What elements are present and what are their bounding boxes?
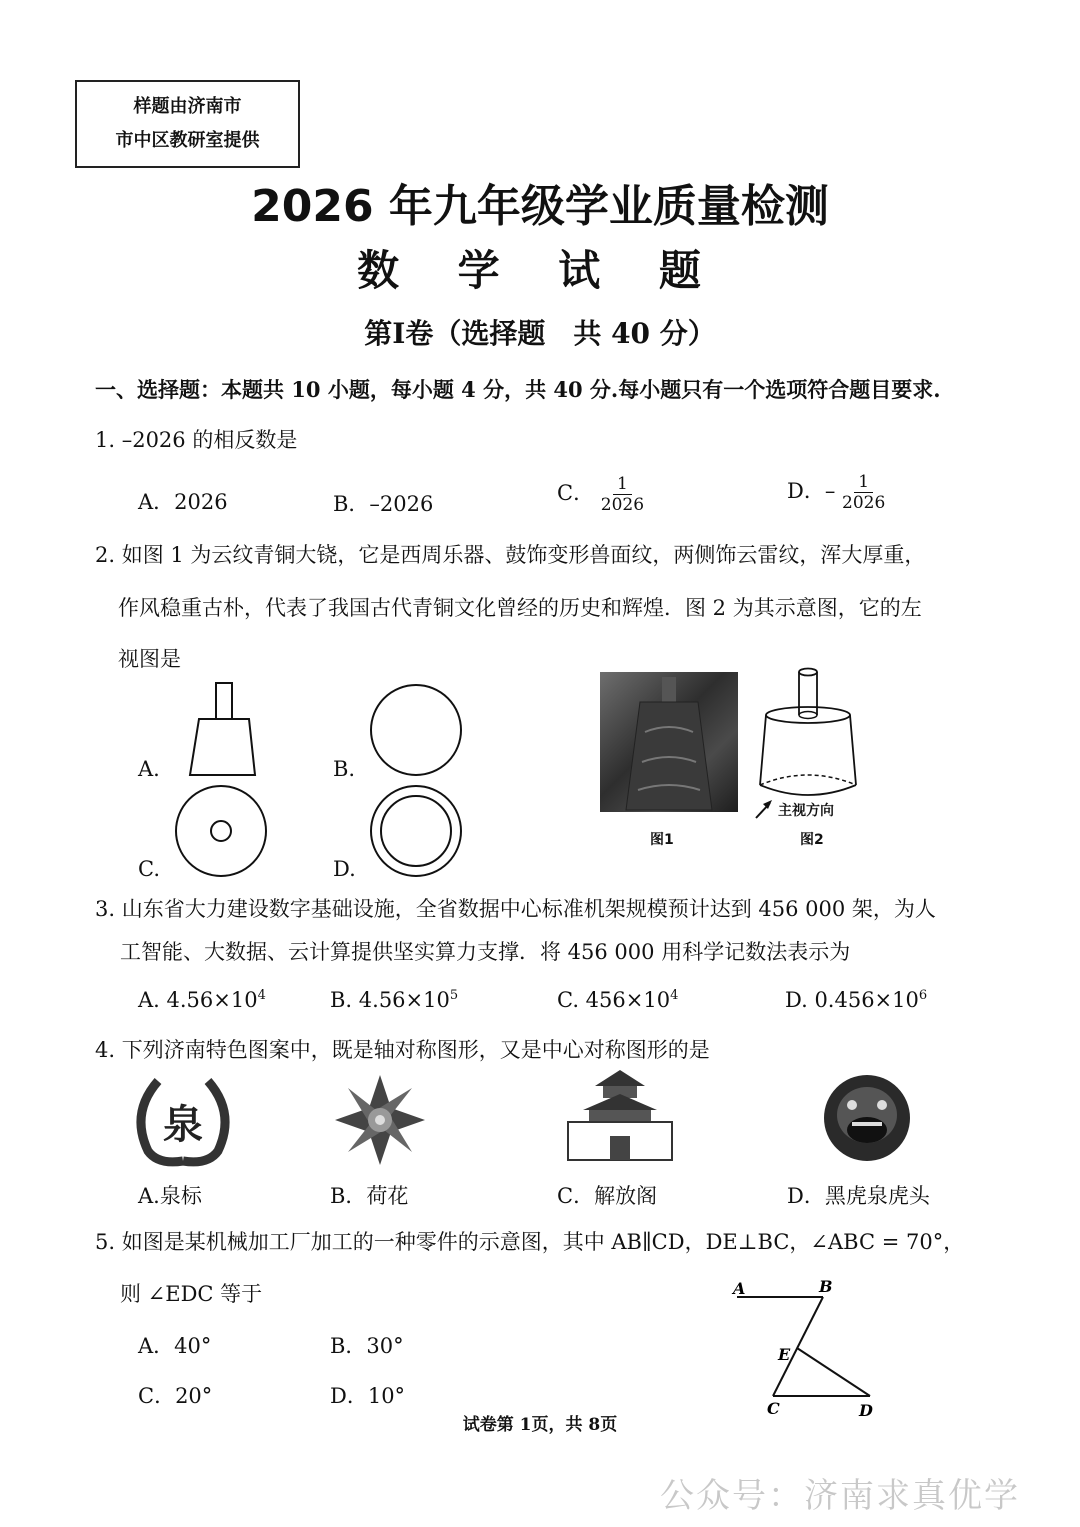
exam-subtitle: 数 学 试 题 [357, 246, 723, 295]
q3-d-base: D. 0.456×10 [785, 988, 919, 1012]
source-line-2: 市中区教研室提供 [115, 130, 260, 151]
q3-line-2: 工智能、大数据、云计算提供坚实算力支撑．将 456 000 用科学记数法表示为 [120, 940, 851, 964]
q1-option-a: A．2026 [138, 490, 228, 514]
q1-d-fraction [842, 472, 885, 513]
q5-option-b: B．30° [330, 1334, 404, 1358]
page-footer: 试卷第 1页，共 8页 [462, 1415, 618, 1435]
q4-option-a: A.泉标 [138, 1184, 202, 1208]
q2-line-1: 2. 如图 1 为云纹青铜大铙，它是西周乐器、鼓饰变形兽面纹，两侧饰云雷纹，浑大厚重， [95, 543, 926, 567]
q4-option-c: C．解放阁 [557, 1184, 658, 1208]
q2-option-a-figure [185, 680, 260, 780]
quan-character: 泉 [163, 1102, 203, 1148]
quanbiao-emblem-image [128, 1073, 238, 1168]
q2-option-b-label: B. [333, 757, 356, 781]
point-e-label: E [778, 1345, 791, 1364]
q3-b-base: B. 4.56×10 [330, 988, 450, 1012]
q5-geometry-figure [725, 1272, 885, 1422]
q3-d-exponent: 6 [918, 988, 928, 1003]
q2-option-b-figure [368, 682, 464, 778]
point-b-label: B [819, 1277, 833, 1296]
watermark: 公众号：济南求真优学 [660, 1476, 1020, 1516]
view-direction-label: 主视方向 [778, 803, 834, 819]
fig2-caption: 图2 [800, 832, 824, 848]
q4-option-b: B．荷花 [330, 1184, 409, 1208]
q2-option-c-figure [173, 783, 269, 879]
q3-option-a [138, 988, 266, 1012]
jiefangge-pavilion-image [565, 1068, 675, 1163]
q3-a-exponent: 4 [257, 988, 266, 1003]
q3-line-1: 3. 山东省大力建设数字基础设施，全省数据中心标准机架规模预计达到 456 000 架，为人 [95, 897, 936, 921]
q1-option-c [557, 474, 644, 515]
point-d-label: D [859, 1401, 873, 1420]
q1-stem: 1. –2026 的相反数是 [95, 428, 298, 452]
q3-option-b [330, 988, 458, 1012]
bell-silhouette [600, 672, 738, 812]
q3-c-base: C. 456×10 [557, 988, 671, 1012]
q3-a-base: A. 4.56×10 [138, 988, 258, 1012]
section-title: 第Ⅰ卷（选择题 共 40 分） [364, 317, 716, 350]
q5-line-2: 则 ∠EDC 等于 [120, 1282, 263, 1306]
q1-c-label: C． [557, 481, 595, 505]
q4-stem: 4. 下列济南特色图案中，既是轴对称图形，又是中心对称图形的是 [95, 1038, 710, 1062]
bronze-bell-photo [600, 672, 738, 812]
exam-title: 2026 年九年级学业质量检测 [251, 181, 829, 232]
q2-option-d-figure [368, 783, 464, 879]
point-a-label: A [733, 1279, 746, 1298]
q2-option-a-label: A. [138, 757, 160, 781]
q1-option-d [787, 472, 885, 513]
q5-line-1: 5. 如图是某机械加工厂加工的一种零件的示意图，其中 AB∥CD，DE⊥BC，∠ABC = 70°， [95, 1230, 965, 1254]
q1-c-denominator: 2026 [600, 495, 645, 515]
point-c-label: C [767, 1399, 780, 1418]
q3-b-exponent: 5 [449, 988, 459, 1003]
q1-d-denominator: 2026 [842, 493, 886, 513]
q2-line-3: 视图是 [118, 647, 181, 671]
q2-line-2: 作风稳重古朴，代表了我国古代青铜文化曾经的历史和辉煌．图 2 为其示意图，它的左 [118, 596, 922, 620]
q1-c-numerator: 1 [613, 474, 632, 495]
q1-c-fraction [601, 474, 644, 515]
q1-d-label: D．– [787, 479, 836, 503]
q5-option-d: D．10° [330, 1384, 406, 1408]
q3-c-exponent: 4 [670, 988, 679, 1003]
instruction: 一、选择题：本题共 10 小题，每小题 4 分，共 40 分.每小题只有一个选项符合题目要求. [95, 377, 941, 402]
fig1-caption: 图1 [650, 832, 674, 848]
q5-option-a: A．40° [138, 1334, 212, 1358]
source-line-1: 样题由济南市 [133, 96, 242, 117]
q3-option-c [557, 988, 678, 1012]
tiger-head-image [822, 1070, 912, 1165]
q3-option-d [785, 988, 927, 1012]
q2-option-c-label: C. [138, 857, 160, 881]
q5-option-c: C．20° [138, 1384, 213, 1408]
source-box [75, 80, 300, 168]
q2-option-d-label: D. [333, 857, 356, 881]
q4-option-d: D．黑虎泉虎头 [787, 1184, 930, 1208]
q1-d-numerator: 1 [854, 472, 873, 493]
q1-option-b: B．–2026 [333, 492, 434, 516]
lotus-image [330, 1073, 430, 1168]
